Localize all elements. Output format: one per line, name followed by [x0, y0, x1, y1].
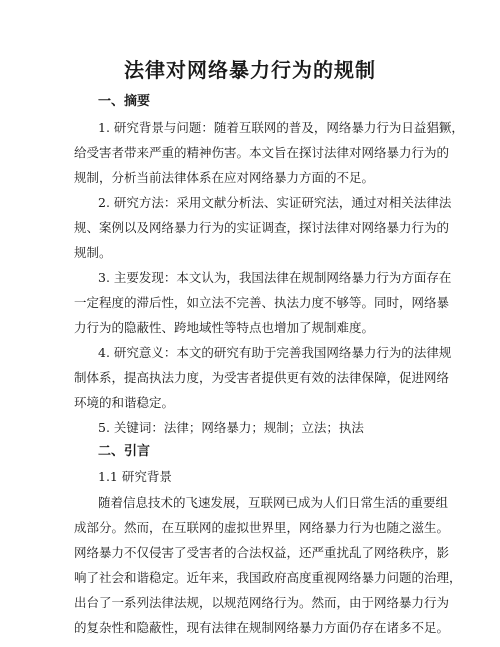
text-line: 5. 关键词：法律；网络暴力；规制；立法；执法: [98, 420, 364, 435]
abstract-item-3: [74, 265, 451, 340]
text-line: 出台了一系列法律法规，以规范网络行为。然而，由于网络暴力行为: [74, 595, 450, 610]
text-line: 随着信息技术的飞速发展，互联网已成为人们日常生活的重要组: [98, 495, 449, 510]
text-line: 2. 研究方法：采用文献分析法、实证研究法，通过对相关法律法: [98, 195, 452, 210]
abstract-item-1: [74, 115, 464, 190]
subsection-heading: 1.1 研究背景: [98, 469, 172, 484]
text-line: 1. 研究背景与问题：随着互联网的普及，网络暴力行为日益猖獗，: [98, 120, 464, 135]
abstract-item-4: [74, 340, 451, 415]
text-line: 4. 研究意义：本文的研究有助于完善我国网络暴力行为的法律规: [98, 345, 452, 360]
section-heading-abstract: 一、摘要: [98, 94, 151, 109]
intro-paragraph: [74, 490, 462, 640]
text-line: 制体系，提高执法力度，为受害者提供更有效的法律保障，促进网络: [74, 370, 450, 385]
text-line: 规、案例以及网络暴力行为的实证调查，探讨法律对网络暴力行为的: [74, 220, 450, 235]
text-line: 力行为的隐蔽性、跨地域性等特点也增加了规制难度。: [74, 320, 375, 335]
abstract-item-2: [74, 190, 451, 265]
text-line: 网络暴力不仅侵害了受害者的合法权益，还严重扰乱了网络秩序，影: [74, 545, 450, 560]
text-line: 响了社会和谐稳定。近年来，我国政府高度重视网络暴力问题的治理，: [74, 570, 462, 585]
text-line: 环境的和谐稳定。: [74, 395, 175, 410]
text-line: 规制。: [74, 245, 112, 260]
text-line: 规制，分析当前法律体系在应对网络暴力方面的不足。: [74, 170, 375, 185]
text-line: 成部分。然而，在互联网的虚拟世界里，网络暴力行为也随之滋生。: [74, 520, 450, 535]
text-line: 一定程度的滞后性，如立法不完善、执法力度不够等。同时，网络暴: [74, 295, 450, 310]
section-heading-intro: 二、引言: [98, 444, 151, 459]
text-line: 3. 主要发现：本文认为，我国法律在规制网络暴力行为方面存在: [98, 270, 452, 285]
text-line: 的复杂性和隐蔽性，现有法律在规制网络暴力方面仍存在诸多不足。: [74, 620, 450, 635]
abstract-item-5: [74, 415, 364, 440]
document-title: 法律对网络暴力行为的规制: [124, 58, 376, 82]
text-line: 给受害者带来严重的精神伤害。本文旨在探讨法律对网络暴力行为的: [74, 145, 450, 160]
